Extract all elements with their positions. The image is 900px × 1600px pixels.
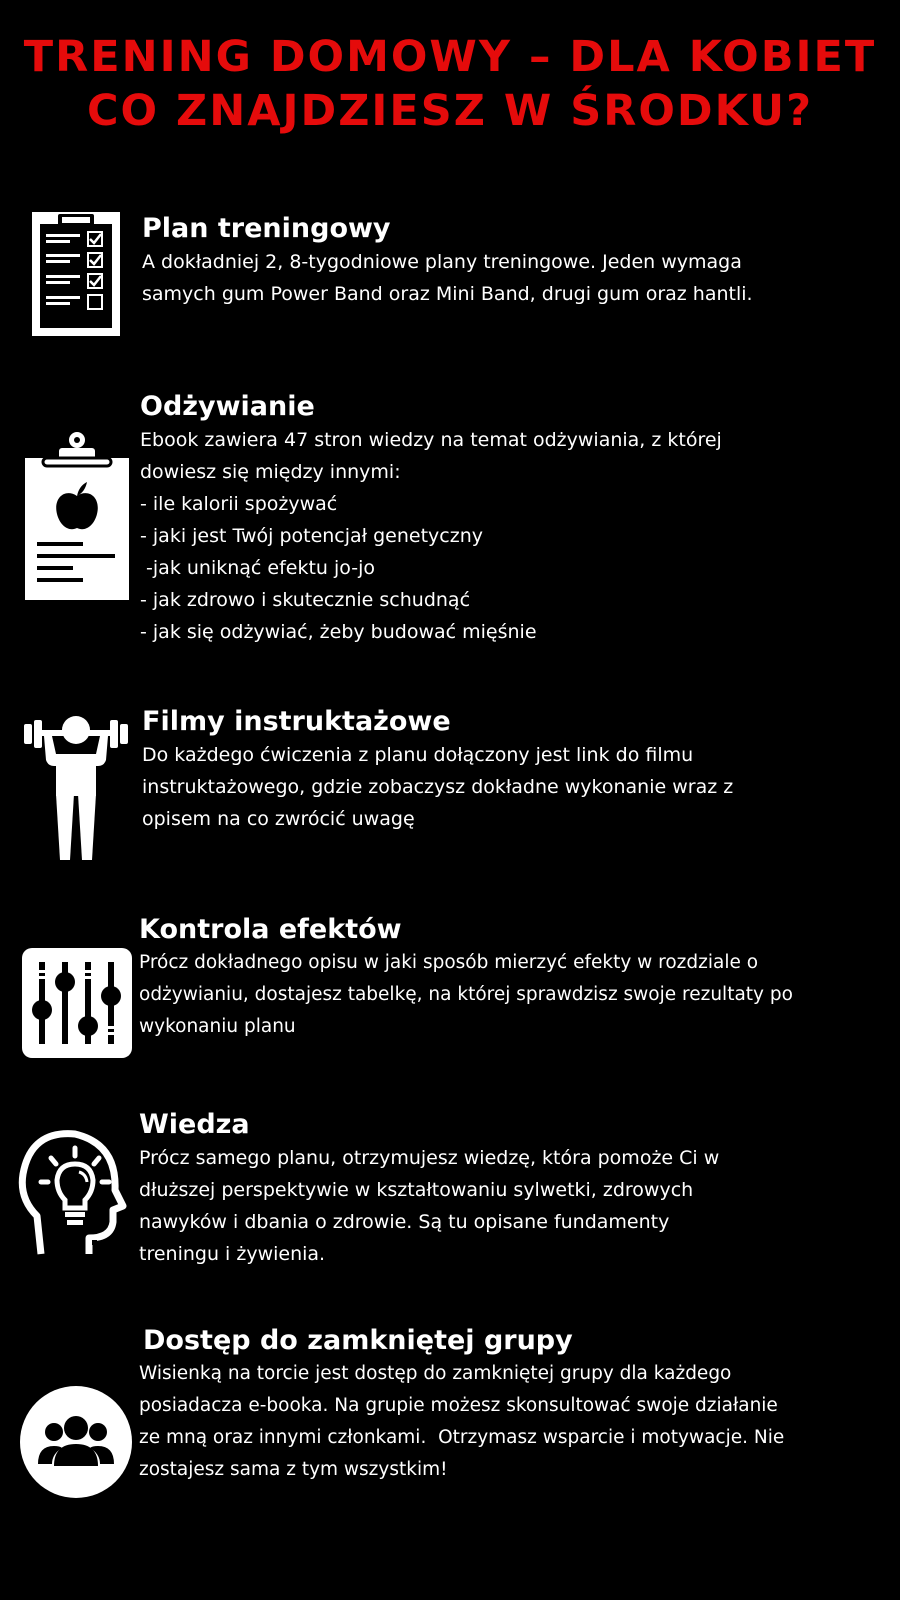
section-body bbox=[139, 1142, 889, 1270]
section-body bbox=[139, 947, 889, 1043]
checklist-clipboard-icon bbox=[30, 210, 122, 338]
head-lightbulb-icon bbox=[15, 1126, 133, 1258]
body-line: opisem na co zwrócić uwagę bbox=[142, 808, 415, 830]
body-line: - ile kalorii spożywać bbox=[140, 493, 338, 515]
page-title bbox=[0, 30, 900, 138]
nutrition-clipboard-apple-icon bbox=[25, 430, 129, 600]
body-line: Ebook zawiera 47 stron wiedzy na temat odżywiania, z której bbox=[140, 429, 722, 451]
body-line: treningu i żywienia. bbox=[139, 1243, 326, 1265]
section-heading: Dostęp do zamkniętej grupy bbox=[143, 1325, 573, 1356]
body-line: dłuższej perspektywie w kształtowaniu sylwetki, zdrowych bbox=[139, 1179, 694, 1201]
section-heading: Kontrola efektów bbox=[139, 914, 402, 945]
body-line: dowiesz się między innymi: bbox=[140, 461, 401, 483]
body-line: Prócz samego planu, otrzymujesz wiedzę, która pomoże Ci w bbox=[139, 1147, 720, 1169]
section-heading: Plan treningowy bbox=[142, 213, 391, 244]
body-line: A dokładniej 2, 8-tygodniowe plany treningowe. Jeden wymaga bbox=[142, 251, 742, 273]
title-line-2: CO ZNAJDZIESZ W ŚRODKU? bbox=[86, 86, 814, 136]
group-people-icon bbox=[20, 1386, 132, 1498]
body-line: samych gum Power Band oraz Mini Band, drugi gum oraz hantli. bbox=[142, 283, 753, 305]
body-line: - jaki jest Twój potencjał genetyczny bbox=[140, 525, 483, 547]
body-line: Prócz dokładnego opisu w jaki sposób mierzyć efekty w rozdziale o bbox=[139, 952, 759, 973]
body-line: instruktażowego, gdzie zobaczysz dokładne wykonanie wraz z bbox=[142, 776, 734, 798]
section-heading: Odżywianie bbox=[140, 391, 315, 422]
section-body bbox=[139, 1358, 889, 1486]
body-line: - jak się odżywiać, żeby budować mięśnie bbox=[140, 621, 537, 643]
section-body bbox=[142, 739, 882, 835]
section-body bbox=[142, 246, 882, 310]
body-line: - jak zdrowo i skutecznie schudnąć bbox=[140, 589, 471, 611]
section-heading: Filmy instruktażowe bbox=[142, 706, 451, 737]
section-body bbox=[140, 424, 880, 648]
body-line: nawyków i dbania o zdrowie. Są tu opisane fundamenty bbox=[139, 1211, 670, 1233]
body-line: odżywianiu, dostajesz tabelkę, na której sprawdzisz swoje rezultaty po bbox=[139, 984, 793, 1005]
body-line: -jak uniknąć efektu jo-jo bbox=[140, 557, 376, 579]
section-heading: Wiedza bbox=[139, 1109, 250, 1140]
body-line: ze mną oraz innymi członkami. Otrzymasz wsparcie i motywacje. Nie bbox=[139, 1427, 785, 1448]
body-line: posiadacza e-booka. Na grupie możesz skonsultować swoje działanie bbox=[139, 1395, 778, 1416]
sliders-controls-icon bbox=[22, 948, 132, 1058]
body-line: zostajesz sama z tym wszystkim! bbox=[139, 1459, 448, 1480]
title-line-1: TRENING DOMOWY – DLA KOBIET bbox=[23, 32, 877, 82]
dumbbell-person-icon bbox=[22, 716, 130, 862]
body-line: wykonaniu planu bbox=[139, 1016, 296, 1037]
body-line: Wisienką na torcie jest dostęp do zamkniętej grupy dla każdego bbox=[139, 1363, 732, 1384]
body-line: Do każdego ćwiczenia z planu dołączony jest link do filmu bbox=[142, 744, 694, 766]
